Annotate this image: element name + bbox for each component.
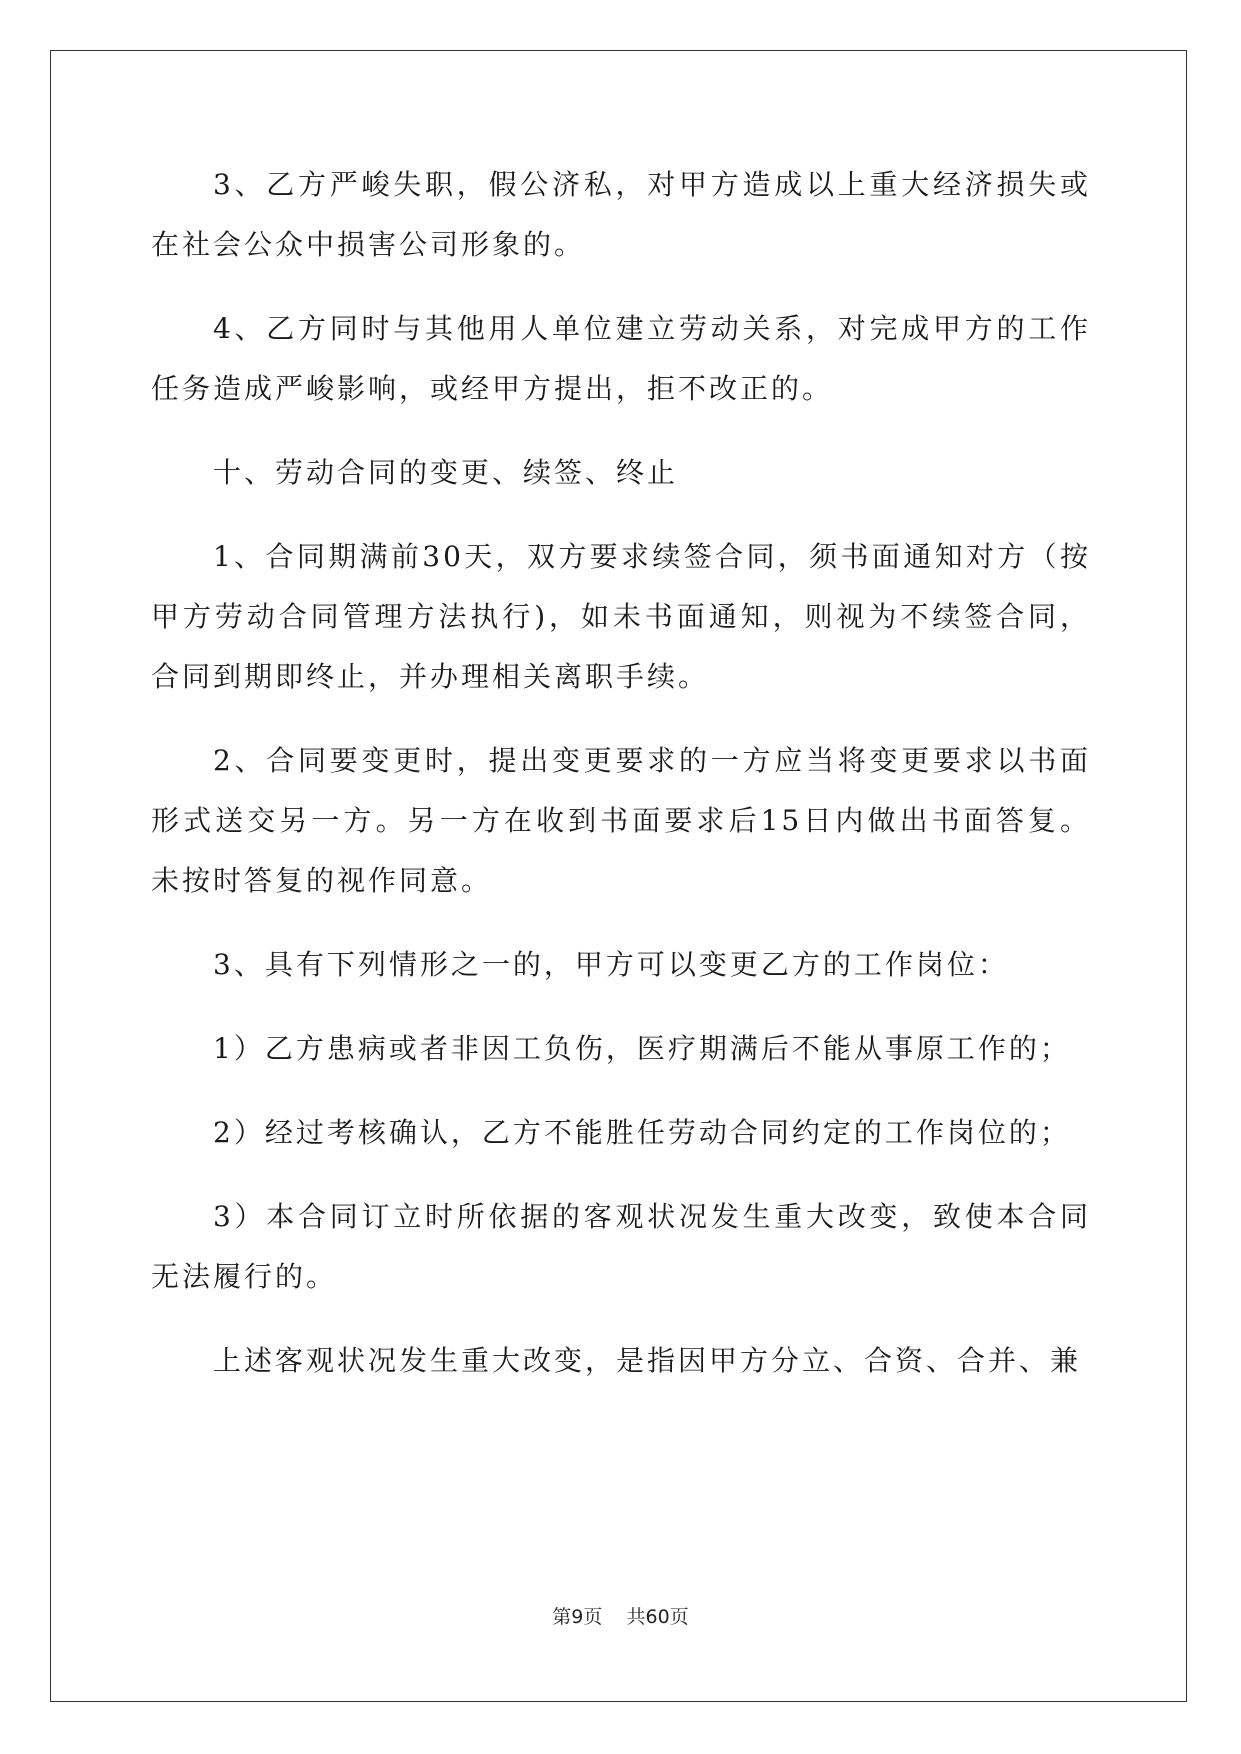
page-label-suffix: 页 — [583, 1606, 603, 1628]
total-label-suffix: 页 — [669, 1606, 689, 1628]
list-item: 3）本合同订立时所依据的客观状况发生重大改变，致使本合同无法履行的。 — [151, 1200, 1091, 1293]
list-item: 2）经过考核确认，乙方不能胜任劳动合同约定的工作岗位的； — [213, 1116, 1071, 1149]
page-number: 9 — [571, 1606, 584, 1628]
paragraph: 4、乙方同时与其他用人单位建立劳动关系，对完成甲方的工作任务造成严峻影响，或经甲方提出，拒不改正的。 — [151, 312, 1091, 405]
paragraph: 3、具有下列情形之一的，甲方可以变更乙方的工作岗位： — [213, 948, 1009, 981]
paragraph: 上述客观状况发生重大改变，是指因甲方分立、合资、合并、兼 — [213, 1344, 1082, 1377]
total-pages: 60 — [645, 1606, 670, 1628]
paragraph: 2、合同要变更时，提出变更要求的一方应当将变更要求以书面形式送交另一方。另一方在收到书面要求后15日内做出书面答复。未按时答复的视作同意。 — [151, 744, 1091, 897]
page-footer — [0, 1602, 1241, 1629]
page-label-prefix: 第 — [552, 1606, 572, 1628]
paragraph: 3、乙方严峻失职，假公济私，对甲方造成以上重大经济损失或在社会公众中损害公司形象的。 — [151, 168, 1091, 261]
section-heading: 十、劳动合同的变更、续签、终止 — [213, 456, 679, 489]
list-item: 1）乙方患病或者非因工负伤，医疗期满后不能从事原工作的； — [213, 1032, 1071, 1065]
total-label-prefix: 共 — [626, 1606, 646, 1628]
paragraph: 1、合同期满前30天，双方要求续签合同，须书面通知对方（按甲方劳动合同管理方法执行)，如未书面通知，则视为不续签合同，合同到期即终止，并办理相关离职手续。 — [151, 540, 1091, 693]
document-body — [151, 155, 1091, 1415]
